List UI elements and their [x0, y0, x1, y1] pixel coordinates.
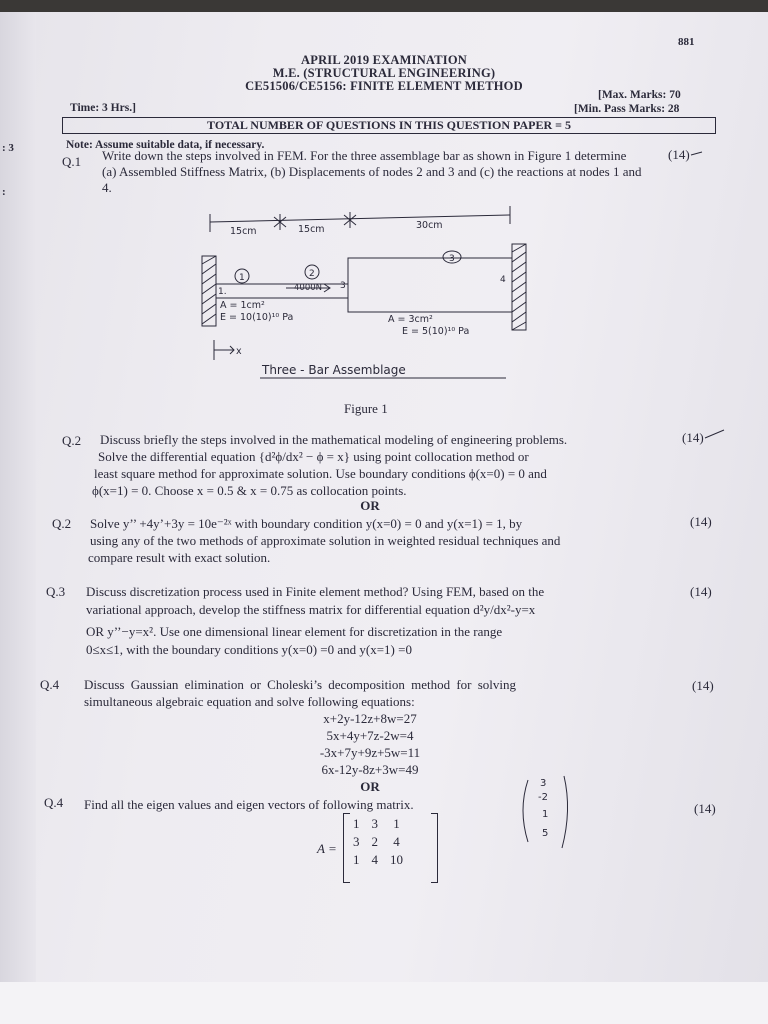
question-marks: (14) — [690, 514, 712, 529]
question-number: Q.2 — [62, 433, 82, 448]
tick-mark — [704, 428, 726, 442]
question-text: 0≤x≤1, with the boundary conditions y(x=0) =0 and y(x=1) =0 — [86, 642, 412, 657]
figure-handwritten-title: Three - Bar Assemblage — [262, 363, 406, 377]
figure-three-bar-assemblage — [190, 200, 540, 390]
dimension-label: 15cm — [298, 224, 325, 235]
equation: 5x+4y+7z-2w=4 — [326, 728, 414, 743]
exam-title: APRIL 2019 EXAMINATION — [301, 53, 467, 67]
equation: x+2y-12z+8w=27 — [323, 711, 417, 726]
question-text: Find all the eigen values and eigen vectors of following matrix. — [84, 797, 414, 812]
question-number: Q.2 — [52, 516, 72, 531]
handwritten-value: 3 — [540, 778, 547, 789]
question-text: Discuss briefly the steps involved in the mathematical modeling of engineering problems. — [100, 432, 568, 447]
question-text: Solve y’’ +4y’+3y = 10e⁻²ˣ with boundary condition y(x=0) = 0 and y(x=1) = 1, by — [90, 516, 523, 531]
course-title: CE51506/CE5156: FINITE ELEMENT METHOD — [245, 79, 523, 93]
question-number: Q.3 — [46, 584, 66, 599]
question-text: Write down the steps involved in FEM. For the three assemblage bar as shown in Figure 1 determine (a) Assembled Stiffness Matrix, (b) Displacements of nodes 2 and 3 and (c) the reactions at nodes 1 and 4. — [102, 148, 642, 195]
element-number: 2 — [309, 269, 315, 279]
question-text: compare result with exact solution. — [88, 550, 271, 565]
question-text: simultaneous algebraic equation and solve following equations: — [84, 694, 415, 709]
handwritten-note — [516, 770, 576, 850]
force-label: 4000N — [294, 283, 322, 293]
question-text: Discuss Gaussian elimination or Choleski’s decomposition method for solving — [84, 677, 517, 692]
question-number: Q.4 — [40, 677, 60, 692]
question-marks: (14) — [668, 147, 690, 162]
figure-caption: Figure 1 — [344, 401, 388, 416]
matrix-cell: 4 — [371, 852, 378, 867]
dimension-label: 15cm — [230, 226, 257, 237]
question-marks: (14) — [690, 584, 712, 599]
element-number: 1 — [239, 273, 245, 283]
question-text: OR y’’−y=x². Use one dimensional linear element for discretization in the range — [86, 624, 503, 639]
matrix-cell: 1 — [393, 816, 400, 831]
page-left-edge — [0, 12, 36, 982]
matrix-cell: 10 — [390, 852, 403, 867]
axis-label: x — [236, 346, 242, 357]
edge-mark: : 3 — [2, 142, 14, 154]
node-label: 1. — [218, 287, 227, 297]
equation: 6x-12y-8z+3w=49 — [321, 762, 419, 777]
equation: -3x+7y+9z+5w=11 — [319, 745, 421, 760]
degree-title: M.E. (STRUCTURAL ENGINEERING) — [272, 66, 496, 80]
tick-mark — [690, 150, 704, 158]
matrix-cell: 1 — [353, 852, 360, 867]
question-marks: (14) — [692, 678, 714, 693]
handwritten-value: 5 — [542, 828, 549, 839]
question-text: using any of the two methods of approximate solution in weighted residual techniques and — [90, 533, 561, 548]
paper-serial: 881 — [678, 36, 695, 48]
node-label: 3 — [340, 281, 346, 291]
node-label: 4 — [500, 275, 506, 285]
matrix-body — [343, 815, 409, 869]
question-number: Q.1 — [62, 154, 82, 169]
note: Note: Assume suitable data, if necessary. — [66, 139, 265, 151]
modulus-label: E = 5(10)¹⁰ Pa — [402, 326, 470, 337]
matrix-cell: 4 — [393, 834, 400, 849]
element-number: 3 — [449, 254, 455, 264]
question-text: Discuss discretization process used in Finite element method? Using FEM, based on the — [86, 584, 545, 599]
min-marks: [Min. Pass Marks: 28 — [574, 103, 680, 115]
area-label: A = 3cm² — [388, 314, 433, 325]
area-label: A = 1cm² — [220, 300, 265, 311]
question-number: Q.4 — [44, 795, 64, 810]
modulus-label: E = 10(10)¹⁰ Pa — [220, 312, 294, 323]
max-marks: [Max. Marks: 70 — [598, 89, 681, 101]
or-separator: OR — [360, 779, 380, 794]
matrix-right-bracket — [431, 813, 438, 883]
handwritten-value: -2 — [538, 792, 548, 803]
total-questions-banner: TOTAL NUMBER OF QUESTIONS IN THIS QUESTION PAPER = 5 — [62, 117, 716, 134]
matrix-cell: 1 — [353, 816, 360, 831]
handwritten-value: 1 — [542, 809, 549, 820]
question-text: Solve the differential equation {d²ϕ/dx² − ϕ = x} using point collocation method or — [98, 449, 529, 464]
matrix-cell: 3 — [353, 834, 360, 849]
matrix-left-bracket — [343, 813, 350, 883]
exam-time: Time: 3 Hrs.] — [70, 102, 136, 114]
dimension-label: 30cm — [416, 220, 443, 231]
question-marks: (14) — [682, 430, 704, 445]
question-text: least square method for approximate solution. Use boundary conditions ϕ(x=0) = 0 and — [94, 466, 547, 481]
matrix-label: A = — [317, 841, 337, 856]
question-marks: (14) — [694, 801, 716, 816]
matrix-cell: 2 — [371, 834, 378, 849]
background-surface — [0, 982, 768, 1024]
matrix-cell: 3 — [371, 816, 378, 831]
question-text: variational approach, develop the stiffness matrix for differential equation d²y/dx²-y=x — [86, 602, 536, 617]
or-separator: OR — [360, 498, 380, 513]
edge-mark: : — [2, 186, 6, 198]
question-text: ϕ(x=1) = 0. Choose x = 0.5 & x = 0.75 as collocation points. — [92, 483, 407, 498]
